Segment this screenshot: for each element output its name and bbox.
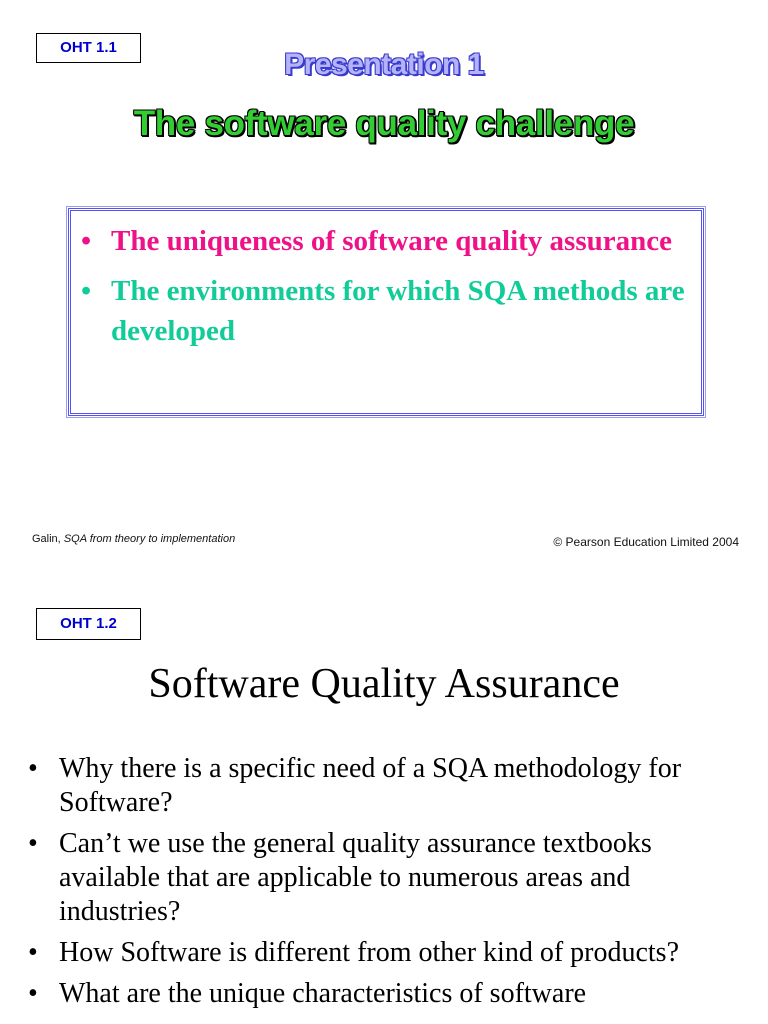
bullet-icon: • xyxy=(81,225,92,257)
slide-title: The software quality challenge xyxy=(133,104,635,143)
question-text: Why there is a specific need of a SQA methodology for Software? xyxy=(59,753,682,818)
topic-item xyxy=(81,271,691,351)
bullet-icon: • xyxy=(28,978,38,1009)
bullet-icon: • xyxy=(28,937,38,968)
footer-author: Galin, xyxy=(32,533,61,545)
presentation-label: Presentation 1 xyxy=(284,48,484,81)
footer-citation xyxy=(32,533,235,545)
topic-text: The environments for which SQA methods are developed xyxy=(111,275,685,347)
question-item xyxy=(28,752,743,820)
oht-label: OHT 1.1 xyxy=(36,33,141,63)
question-item xyxy=(28,827,743,929)
topic-item xyxy=(81,221,691,261)
topics-list xyxy=(81,221,691,361)
slide-title: Software Quality Assurance xyxy=(148,661,620,707)
topic-text: The uniqueness of software quality assurance xyxy=(111,225,672,257)
question-item xyxy=(28,936,743,970)
footer-book-title: SQA from theory to implementation xyxy=(63,533,236,545)
slide-oht-1-2 xyxy=(0,576,768,1024)
bullet-icon: • xyxy=(28,753,38,784)
topics-box xyxy=(68,208,704,416)
bullet-icon: • xyxy=(81,275,92,307)
question-text: How Software is different from other kind of products? xyxy=(59,937,679,968)
oht-label: OHT 1.2 xyxy=(36,608,141,640)
bullet-icon: • xyxy=(28,828,38,859)
questions-list xyxy=(28,752,743,1018)
footer-copyright: © Pearson Education Limited 2004 xyxy=(553,535,739,549)
question-item xyxy=(28,977,743,1011)
question-text: What are the unique characteristics of software xyxy=(59,978,587,1009)
question-text: Can’t we use the general quality assurance textbooks available that are applicable to numerous areas and industries? xyxy=(59,828,652,927)
